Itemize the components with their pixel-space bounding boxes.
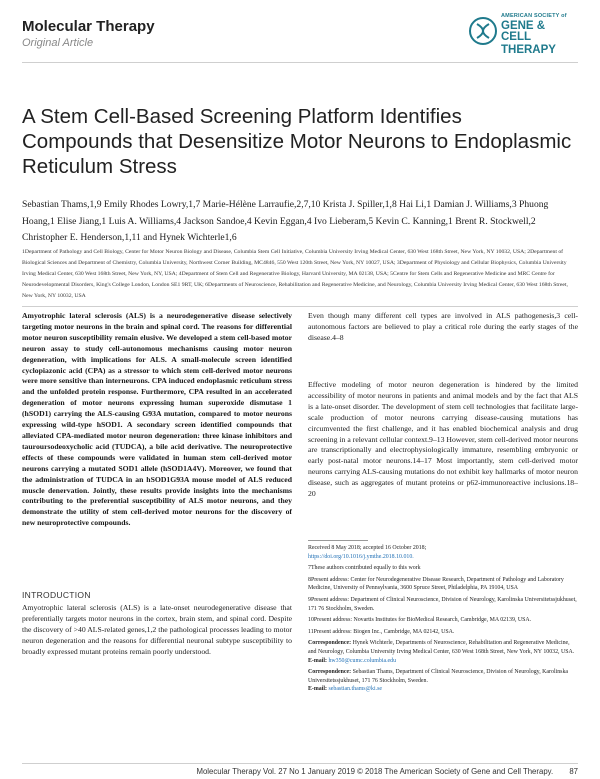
page-footer [22,767,578,776]
header-divider [22,62,578,63]
present-address-10: 10Present address: Novartis Institutes for BioMedical Research, Cambridge, MA 02139, USA. [308,617,532,624]
introduction-text: Amyotrophic lateral sclerosis (ALS) is a late-onset neurodegenerative disease that preferentially targets motor neurons in the cortex, brain stem, and spinal cord. Despite the discovery of >40 ALS-related genes,1,2 the pathological processes leading to motor neuron degeneration and the reasons for differential neuronal subtype susceptibility to broadly expressed mutant proteins remain poorly understood. [22,603,292,656]
present-address-8: 8Present address: Center for Neurodegenerative Disease Research, Department of Pathology and Laboratory Medicine, University of Pennsylvania, 3600 Spruce Street, Philadelphia, PA 19104, USA [308,576,564,592]
society-line2: GENE & CELL [501,19,546,43]
email-label-2: E-mail: [308,686,327,693]
email-label-1: E-mail: [308,657,327,664]
received-dates: Received 8 May 2018; accepted 16 October 2018; [308,545,427,551]
introduction-heading: INTRODUCTION [22,590,91,600]
correspondence-label-1: Correspondence: [308,640,352,647]
article-notes [308,544,578,697]
abstract: Amyotrophic lateral sclerosis (ALS) is a neurodegenerative disease selectively targeting motor neurons in the brain and spinal cord. The reasons for differential motor neuron susceptibility remain elusive. We developed a stem cell-based motor neuron assay to study cell-autonomous mechanisms causing motor neuron degeneration, with implications for ALS. A small-molecule screen identified cyclopiazonic acid (CPA) as a stressor to which stem cell-derived motor neurons were more sensitive than interneurons. CPA induced endoplasmic reticulum stress and the unfolded protein response. Furthermore, CPA resulted in an accelerated degeneration of motor neurons expressing human superoxide dismutase 1 (hSOD1) carrying the ALS-causing G93A mutation, compared to motor neurons expressing wild-type hSOD1. A secondary screen identified compounds that alleviated CPA-mediated motor neuron degeneration: three kinase inhibitors and tauroursodeoxycholic acid (TUDCA), a bile acid derivative. The neuroprotective effects of these compounds were validated in human stem cell-derived motor neurons carrying a mutated SOD1 allele (hSOD1A4V). Moreover, we found that the administration of TUDCA in an hSOD1G93A mouse model of ALS reduced muscle denervation. Jointly, these results provide insights into the mechanisms contributing to the preferential susceptibility of ALS motor neurons, and they demonstrate the utility of stem cell-derived motor neurons for the discovery of new neuroprotective compounds. [22,311,292,528]
present-address-9: 9Present address: Department of Clinical Neuroscience, Division of Neurology, Karolinska Universitetssjukhuset, 171 76 Stockholm, Sweden. [308,596,577,612]
society-line3: THERAPY [501,43,556,56]
society-logo-icon [468,16,498,46]
right-paragraph-2: Effective modeling of motor neuron degeneration is hindered by the limited accessibility of motor neurons in patients and animal models and by the fact that ALS is a late-onset disorder. The development of stem cell technologies that facilitate large-scale production of motor neurons carrying disease-causing mutations has circumvented the first challenge, and it has enabled biochemical analysis and drug screening in a relevant cellular context.9–13 However, stem cell-derived motor neurons are transcriptionally and electrophysiologically immature, resembling embryonic or early post-natal motor neurons.14–17 Most importantly, stem cell-derived motor neurons carrying ALS-causing mutations do not exhibit key hallmarks of motor neuron disease, such as aggregates of mutant proteins or p62-immunoreactive inclusions.18–20 [308,380,578,499]
author-list: Sebastian Thams,1,9 Emily Rhodes Lowry,1,7 Marie-Hélène Larraufie,2,7,10 Krista J. Spiller,1,8 Hai Li,1 Damian J. Williams,3 Phuong Hoang,1 Elise Jiang,1 Luis A. Williams,4 Jackson Sandoe,4 Kevin Eggan,4 Ivo Lieberam,5 Kevin C. Kanning,1 Brent R. Stockwell,2 Christopher E. Henderson,1,11 and Hynek Wichterle1,6 [22,199,549,243]
correspondence-label-2: Correspondence: [308,669,352,676]
correspondence-1: Hynek Wichterle, Departments of Neuroscience, Rehabilitation and Regenerative Medicine, and Neurology, Columbia University Irving Medical Center, 630 West 168th Street, New York, NY 10032, USA. [308,640,575,655]
email-link-2[interactable]: sebastian.thams@ki.se [328,686,382,693]
footer-citation: Molecular Therapy Vol. 27 No 1 January 2019 © 2018 The American Society of Gene and Cell Therapy. [196,767,554,776]
notes-divider [308,540,368,541]
doi-link[interactable]: https://doi.org/10.1016/j.ymthe.2018.10.010. [308,553,414,560]
page-number: 87 [569,767,578,776]
journal-name: Molecular Therapy [22,18,155,35]
right-paragraph-1: Even though many different cell types are involved in ALS pathogenesis,3 cell-autonomous factors are believed to play a critical role during the early stages of the disease.4–8 [308,311,578,342]
affiliations: 1Department of Pathology and Cell Biology, Center for Motor Neuron Biology and Disease, Columbia Stem Cell Initiative, Columbia University Irving Medical Center, 630 West 168th Street, New York, NY 10032, USA; 2Department of Biological Sciences and Department of Chemistry, Columbia University, Northwest Corner Building, MC4846, 550 West 120th Street, New York, NY 10027, USA; 3Department of Physiology and Cellular Biophysics, Columbia University Irving Medical Center, 630 West 168th Street, New York, NY, USA; 4Department of Stem Cell and Regenerative Biology, Harvard University, MA 02138, USA; 5Centre for Stem Cells and Regenerative Medicine and MRC Centre for Neurodevelopmental Disorders, King's College London, London SE1 9RT, UK; 6Departments of Neuroscience, Rehabilitation and Regenerative Medicine, and Neurology, Columbia University Irving Medical Center, 630 West 168th Street, New York, NY 10032, USA [22,249,568,299]
equal-contribution-note: 7These authors contributed equally to this work [308,565,421,572]
society-logo [468,13,578,56]
email-link-1[interactable]: hw350@cumc.columbia.edu [328,657,397,664]
footer-divider [22,763,578,764]
article-title: A Stem Cell-Based Screening Platform Identifies Compounds that Desensitize Motor Neurons to Endoplasmic Reticulum Stress [22,105,572,178]
correspondence-2: Sebastian Thams, Department of Clinical Neuroscience, Division of Neurology, Karolinska Universitetssjukhuset, 171 76 Stockholm, Sweden. [308,669,569,684]
article-type: Original Article [22,37,94,49]
present-address-11: 11Present address: Biogen Inc., Cambridge, MA 02142, USA. [308,628,455,635]
society-line1: AMERICAN SOCIETY of [501,13,567,19]
section-divider [22,306,578,307]
